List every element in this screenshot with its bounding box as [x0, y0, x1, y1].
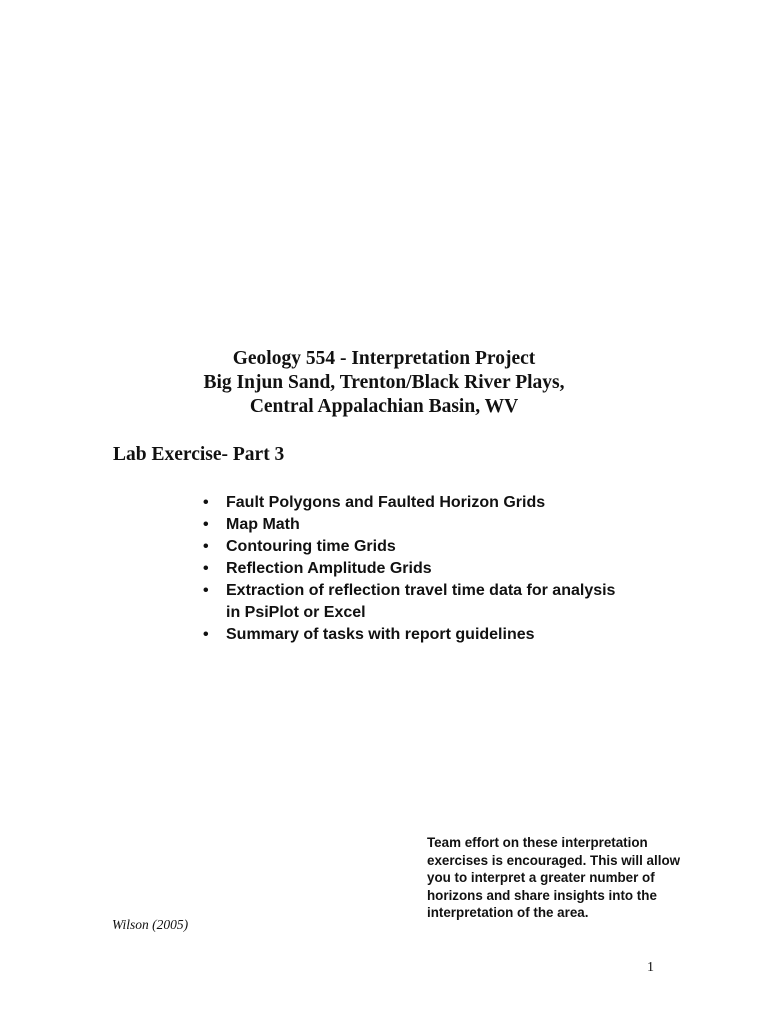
team-effort-note [427, 834, 727, 922]
task-label: Extraction of reflection travel time data for analysis [226, 582, 616, 599]
task-label: Fault Polygons and Faulted Horizon Grids [226, 494, 546, 511]
bullet-icon: • [203, 494, 209, 511]
task-label: Map Math [226, 516, 300, 533]
title-line-plays: Big Injun Sand, Trenton/Black River Plays, [203, 372, 565, 393]
task-label: Reflection Amplitude Grids [226, 560, 432, 577]
bullet-icon: • [203, 538, 209, 555]
task-item [200, 558, 666, 580]
bullet-icon: • [203, 626, 209, 643]
page-number: 1 [647, 960, 654, 975]
author-citation: Wilson (2005) [112, 917, 189, 932]
note-line: exercises is encouraged. This will allow [427, 852, 681, 868]
note-line: interpretation of the area. [427, 905, 589, 920]
lab-exercise-heading: Lab Exercise- Part 3 [113, 444, 285, 465]
note-line: horizons and share insights into the [427, 887, 657, 903]
task-label: Contouring time Grids [226, 538, 396, 555]
title-line-course: Geology 554 - Interpretation Project [232, 348, 536, 369]
task-label-continuation: in PsiPlot or Excel [226, 604, 366, 621]
task-item [200, 514, 666, 536]
document-title [0, 347, 768, 419]
task-item [200, 624, 666, 646]
bullet-icon: • [203, 582, 209, 599]
task-item [200, 492, 666, 514]
title-line-basin: Central Appalachian Basin, WV [249, 396, 519, 417]
bullet-icon: • [203, 560, 209, 577]
bullet-icon: • [203, 516, 209, 533]
note-line: Team effort on these interpretation [427, 835, 648, 850]
task-item [200, 580, 666, 624]
task-item [200, 536, 666, 558]
task-label: Summary of tasks with report guidelines [226, 626, 535, 643]
task-list [200, 492, 666, 646]
note-line: you to interpret a greater number of [427, 870, 655, 885]
